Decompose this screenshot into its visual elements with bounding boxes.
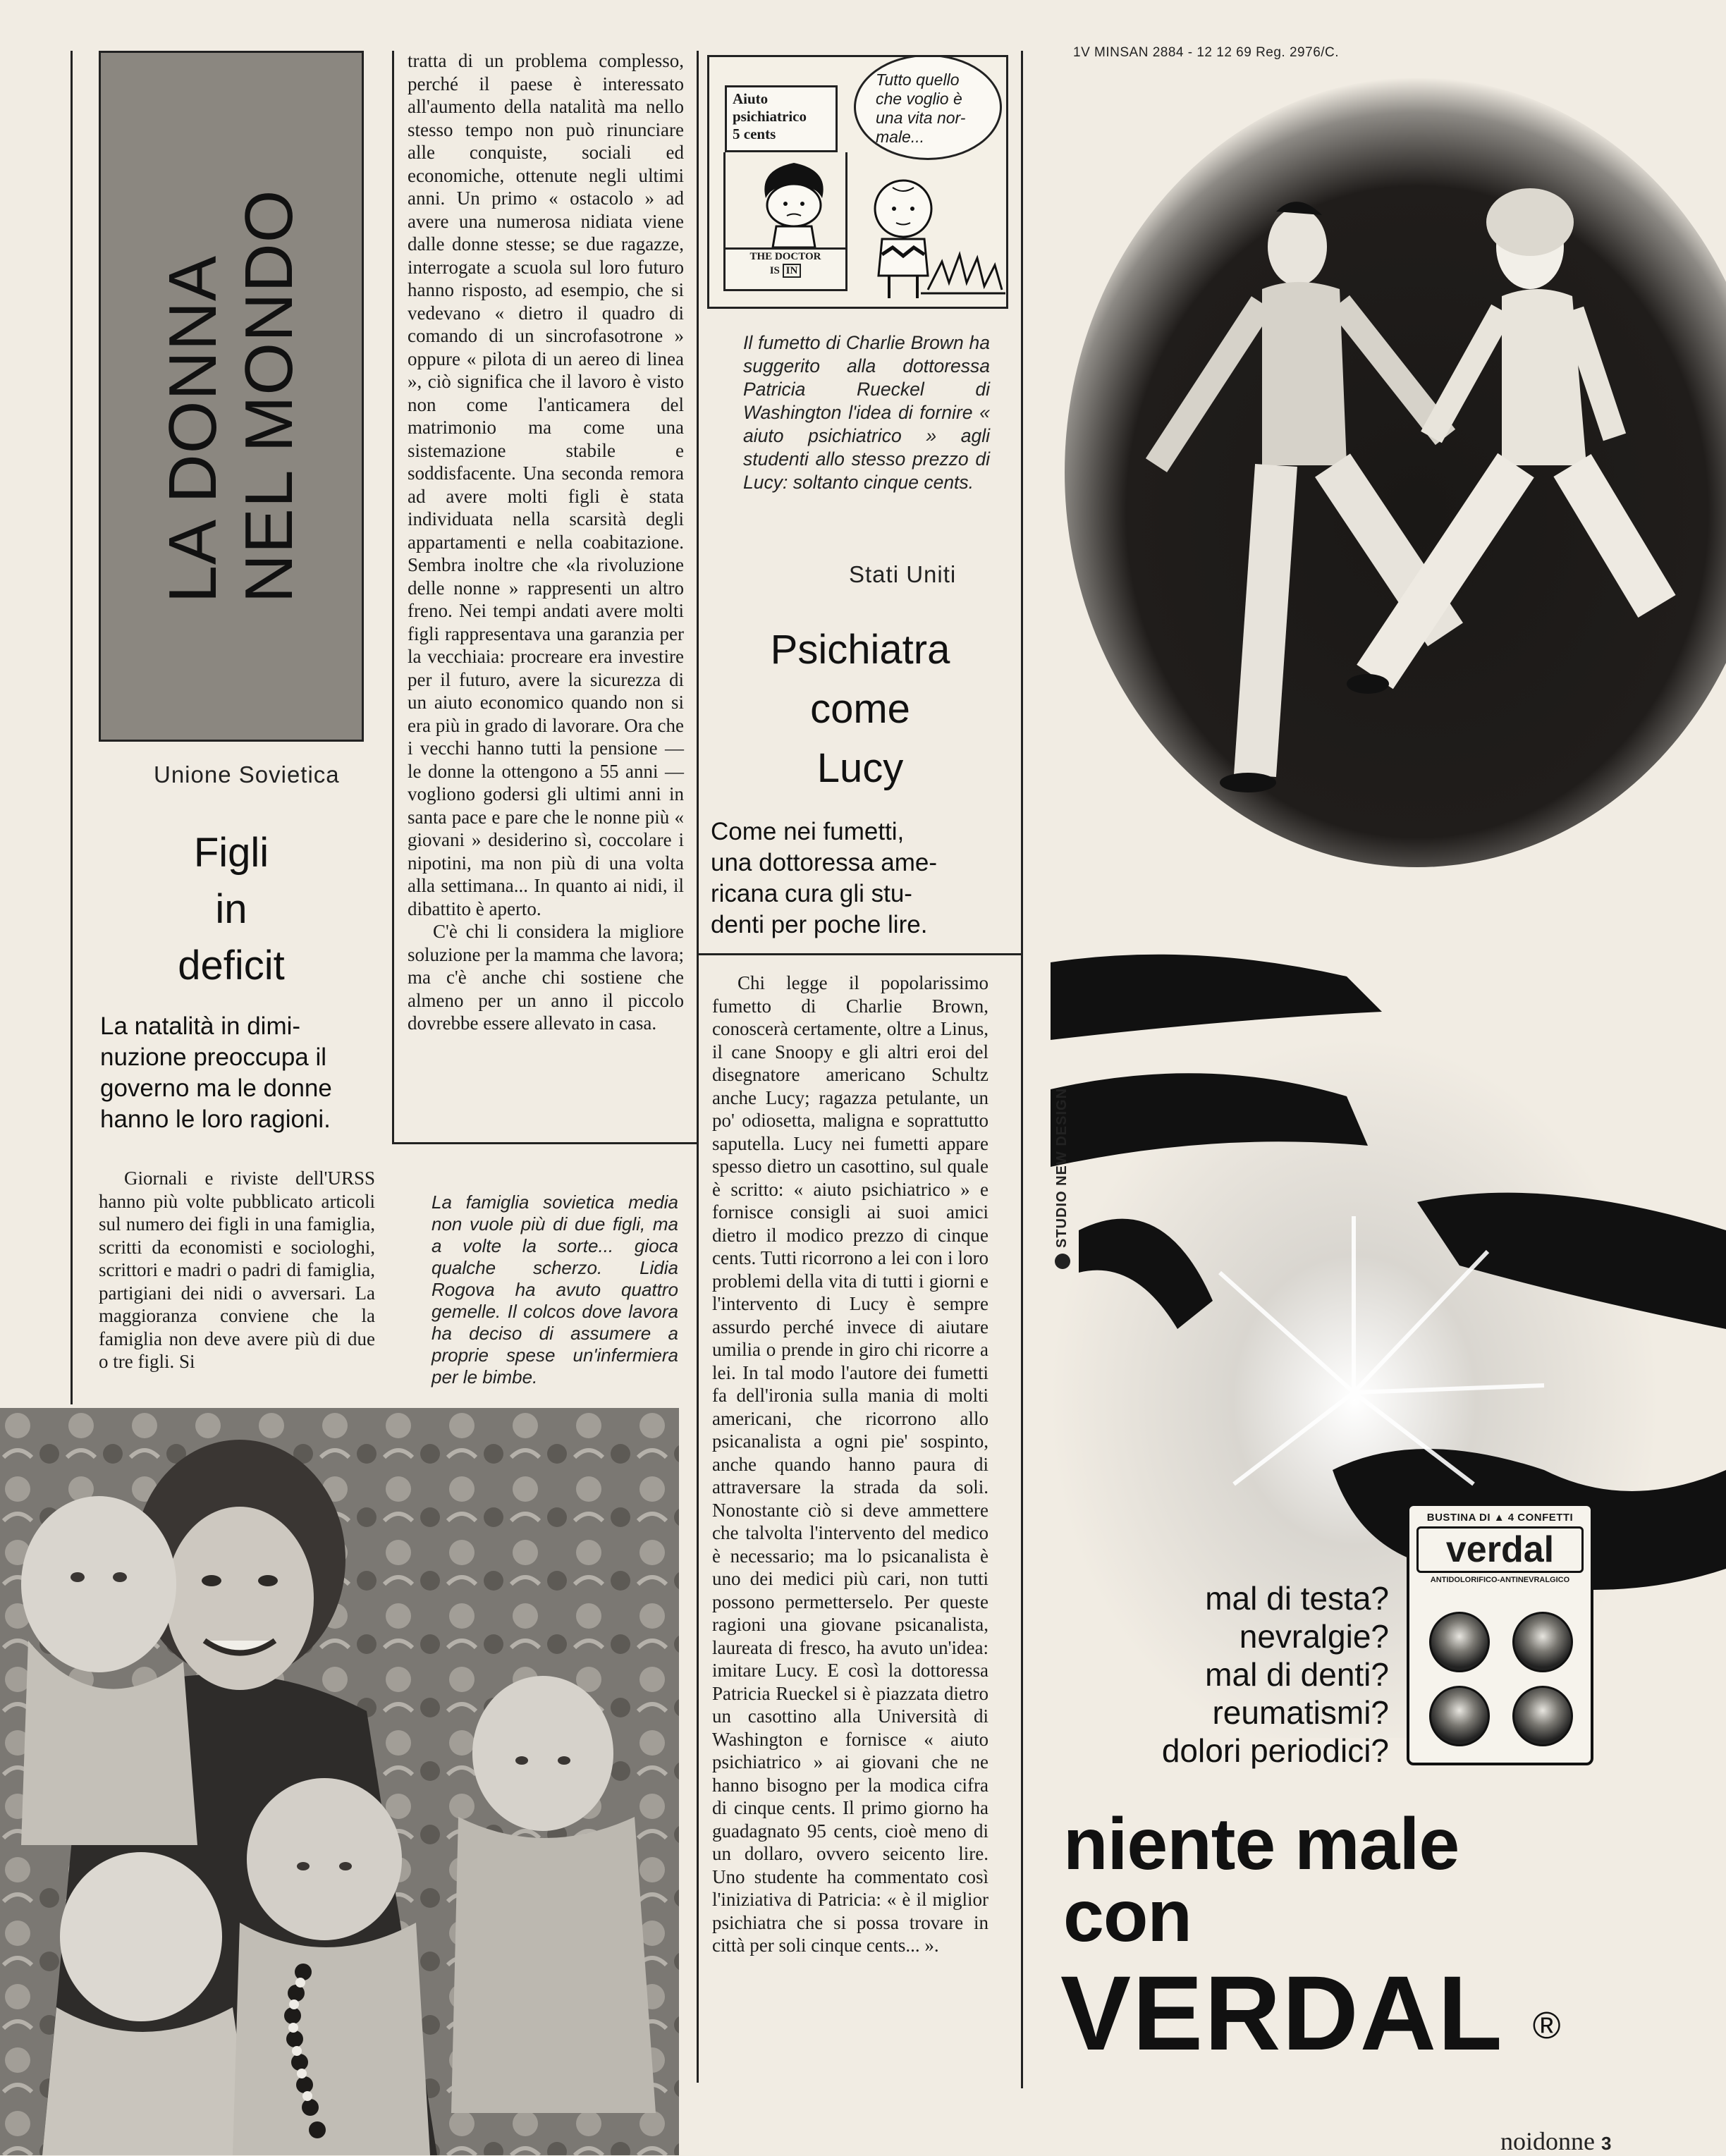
article2-headline-line: Lucy	[816, 745, 904, 791]
verdal-pill-pack	[1407, 1503, 1593, 1765]
article2-headline-line: come	[810, 686, 910, 732]
comic-speech-balloon	[854, 55, 1002, 160]
ad-brand-name	[1060, 1954, 1562, 2072]
article2-body	[712, 972, 989, 1957]
comic-booth-sign: IN	[783, 264, 802, 278]
article1-headline-line: Figli	[193, 830, 269, 876]
article2-paragraph: Chi legge il popolarissimo fumetto di Charlie Brown, conoscerà certamente, oltre a Linus, il cane Snoopy e gli altri eroi del disegnatore americano Schultz anche Lucy; ragazza petulante, un po' odiosetta, maligna e soprattutto saputella. Lucy nei fumetti appare spesso dietro un casottino, sul quale è scritto: « aiuto psichiatrico » e fornisce consigli ai suoi amici dietro il modico prezzo di cinque cents. Tutti ricorrono a lei con i loro problemi della vita di tutti i giorni e l'intervento di Lucy è sempre assurdo perché invece di aiutare umilia o prende in giro chi ricorre a lei. In tal modo l'autore dei fumetti fa dell'ironia sulla mania di molti americani, che ricorrono allo psicanalista a ogni pie' sospinto, anche quando hanno paura di attraversare la strada da soli. Nonostante ciò si deve ammettere che talvolta l'intervento del medico è necessario; ma lo psicanalista è uno dei medici più cari, non tutti possono permetterselo. Per queste ragioni una giovane psicanalista, laureata di fresco, ha avuto un'idea: imitare Lucy. E così la dottoressa Patricia Rueckel si è piazzata dietro un casottino alla Università di Washington e fornisce « aiuto psichiatrico » ai giovani che ne hanno bisogno per la modica cifra di cinque cents. Il primo giorno ha guadagnato 95 cents, cioè meno di un dollaro, ovvero seicento lire. Uno studente ha commentato così l'iniziativa di Patricia: « è il miglior psichiatra che si possa trovare in città per soli cinque cents... ».	[712, 972, 989, 1956]
deck-line: denti per poche lire.	[711, 911, 928, 938]
comic-booth-counter	[723, 247, 847, 291]
column-rule-1	[392, 51, 394, 1144]
caption-rule	[392, 1142, 697, 1144]
deck-line: Come nei fumetti,	[711, 818, 905, 845]
comic-sign	[725, 85, 838, 152]
registered-mark: ®	[1532, 2004, 1562, 2047]
deck-line: governo ma le donne	[100, 1074, 332, 1102]
ad-tagline-line: con	[1063, 1875, 1192, 1957]
ad-tagline	[1063, 1803, 1459, 1957]
folio-page-number: 3	[1600, 2133, 1612, 2154]
article1-headline-line: in	[215, 886, 247, 932]
photo-mother-quadruplets	[0, 1408, 679, 2155]
article2-headline	[712, 620, 1008, 798]
folio-magazine: noidonne	[1500, 2127, 1595, 2155]
pack-brand: verdal	[1416, 1526, 1584, 1573]
ad-question: mal di denti?	[1205, 1656, 1389, 1693]
column-rule-2	[697, 51, 699, 2083]
article2-deck	[711, 816, 1007, 941]
lucy-figure	[752, 156, 836, 247]
article1-headline	[99, 825, 364, 994]
ad-question: dolori periodici?	[1161, 1732, 1389, 1769]
photo-caption: La famiglia sovietica media non vuole più di due figli, ma a volte la sorte... gioca qualche scherzo. Lidia Rogova ha avuto quattro gemelle. Il colcos dove lavora ha deciso di assumere a proprie spese un'infermiera per le bimbe.	[432, 1192, 678, 1388]
pill-icon	[1429, 1612, 1490, 1672]
pill-icon	[1512, 1612, 1573, 1672]
pack-subtitle: ANTIDOLORIFICO-ANTINEVRALGICO	[1430, 1576, 1570, 1584]
rubric-box	[99, 51, 364, 742]
comic-grass	[921, 226, 1005, 297]
studio-credit	[1054, 1088, 1070, 1269]
comic-sign-line: 5 cents	[733, 125, 776, 142]
deck-line: nuzione preoccupa il	[100, 1043, 327, 1071]
ad-brand-text: VERDAL	[1060, 1954, 1502, 2072]
article1-deck	[100, 1011, 382, 1135]
column-rule-3	[1021, 51, 1023, 2088]
ad-question: reumatismi?	[1212, 1694, 1389, 1731]
deck-rule	[697, 953, 1021, 955]
comic-booth-line: IS	[769, 265, 780, 276]
deck-line: La natalità in dimi-	[100, 1012, 301, 1040]
rubric-title	[155, 190, 307, 604]
ad-question: mal di testa?	[1205, 1580, 1389, 1617]
article1-body-col1	[99, 1167, 375, 1373]
pill-icon	[1429, 1686, 1490, 1746]
comic-sign-line: psichiatrico	[733, 108, 807, 125]
dancers-illustration	[1051, 71, 1726, 927]
article1-paragraph: C'è chi li considera la migliore soluzione per la mamma che lavora; ma c'è anche chi sostiene che almeno per un anno il piccolo dovrebbe essere allevato in casa.	[408, 921, 684, 1034]
article1-paragraph: tratta di un problema complesso, perché il paese è interessato all'aumento della natalità ma nello stesso tempo non può rinunciare alle conquiste, sociali ed economiche, ottenute negli ultimi anni. Un primo « ostacolo » ad avere una numerosa nidiata viene dalle donne stesse; se due ragazze, interrogate a scuola sul loro futuro hanno risposto, ad esempio, che si vedevano « dietro il quadro di comando di un sincrofasotrone » oppure « pilota di un aereo di linea », ciò significa che il lavoro è visto non come l'anticamera del matrimonio ma come una sistemazione stabile e soddisfacente. Una seconda remora ad avere molti figli è stata individuata nella scarsità degli appartamenti e nella coabitazione. Sembra inoltre che «la rivoluzione delle nonne » rappresenti un altro freno. Nei tempi andati avere molti figli rappresentava una garanzia per la vecchiaia: procreare era investire per il futuro, avere la sicurezza di un aiuto economico quando non si era più in grado di lavorare. Ora che i vecchi hanno tutti la pensione — le donne la ottengono a 55 anni — vogliono godersi gli ultimi anni in santa pace e pare che le nonne più « giovani » desiderino sì, coccolare i nipotini, ma non più di una volta alla settimana... In quanto ai nidi, il dibattito è aperto.	[408, 50, 684, 919]
comic-caption: Il fumetto di Charlie Brown ha suggerito alla dottoressa Patricia Rueckel di Washington l'idea di fornire « aiuto psichiatrico » agli studenti allo stesso prezzo di Lucy: soltanto cinque cents.	[743, 332, 990, 493]
article1-headline-line: deficit	[178, 943, 285, 988]
column-rule-left	[71, 51, 73, 1404]
article1-paragraph: Giornali e riviste dell'URSS hanno più volte pubblicato articoli sul numero dei figli in una famiglia, scritti da economisti e sociologhi, scrittori e madri o padri di famiglia, partigiani dei nidi o avversari. La maggioranza conviene che la famiglia non deve avere più di due o tre figli. Si	[99, 1168, 375, 1372]
article2-section: Stati Uniti	[849, 561, 957, 587]
studio-logo-icon	[1055, 1254, 1070, 1269]
deck-line: una dottoressa ame-	[711, 849, 938, 876]
ad-registration: 1V MINSAN 2884 - 12 12 69 Reg. 2976/C.	[1073, 45, 1340, 60]
balloon-line: che voglio è	[876, 90, 962, 108]
deck-line: hanno le loro ragioni.	[100, 1105, 331, 1133]
ad-photo-dancers	[1051, 71, 1726, 927]
balloon-line: Tutto quello	[876, 71, 960, 89]
page-folio	[1500, 2126, 1611, 2156]
studio-credit-text: STUDIO NEW DESIGN	[1054, 1087, 1070, 1248]
ad-tagline-line: niente male	[1063, 1803, 1459, 1885]
peanuts-comic	[707, 55, 1008, 309]
pill-icon	[1512, 1686, 1573, 1746]
ad-questions	[1051, 1579, 1389, 1770]
photo-illustration	[0, 1408, 679, 2155]
balloon-line: una vita nor-	[876, 109, 966, 127]
balloon-line: male...	[876, 128, 925, 146]
rubric-line-2: NEL MONDO	[231, 189, 307, 604]
rubric-line-1: LA DONNA	[155, 255, 231, 604]
comic-booth-line: THE DOCTOR	[749, 251, 821, 262]
article1-section: Unione Sovietica	[154, 761, 340, 788]
article2-headline-line: Psichiatra	[770, 627, 950, 673]
deck-line: ricana cura gli stu-	[711, 880, 912, 907]
pack-header: BUSTINA DI ▲ 4 CONFETTI	[1426, 1512, 1574, 1524]
ad-question: nevralgie?	[1239, 1618, 1389, 1655]
article1-body-col2	[408, 49, 684, 1035]
comic-sign-line: Aiuto	[733, 90, 769, 107]
